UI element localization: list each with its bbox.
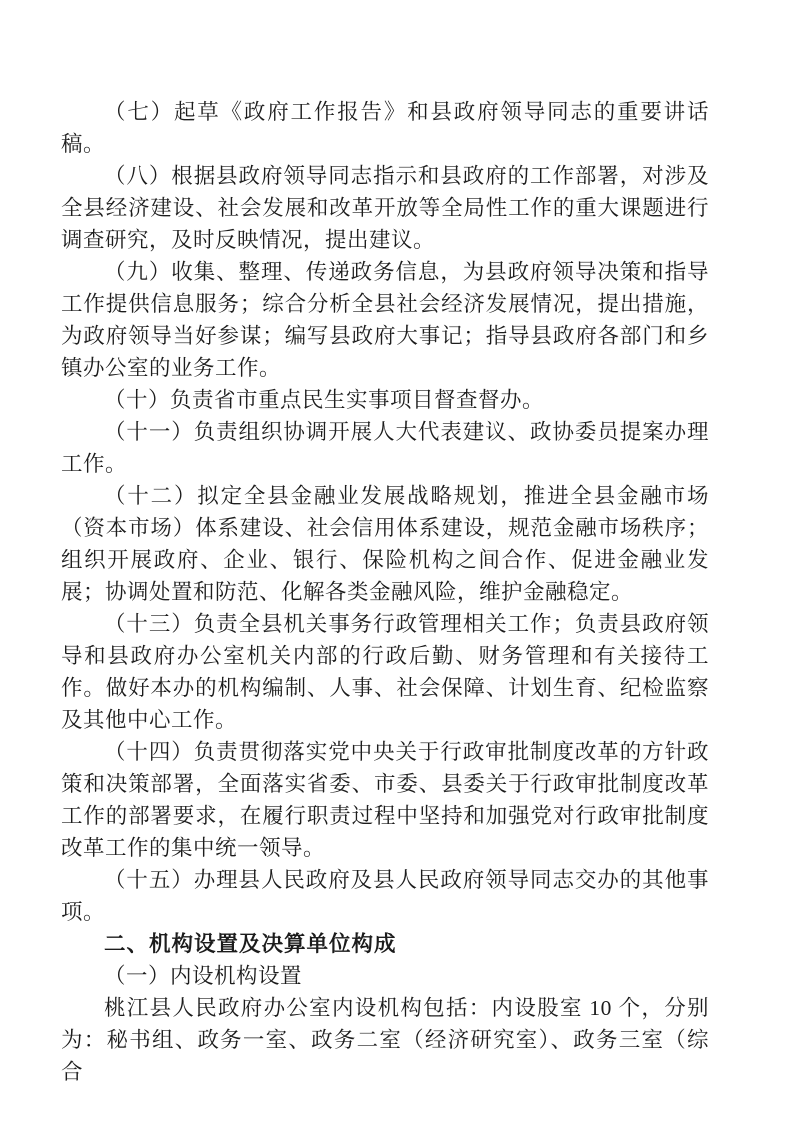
clause-14-paragraph: （十四）负责贯彻落实党中央关于行政审批制度改革的方针政策和决策部署，全面落实省委、市委、县委关于行政审批制度改革工作的部署要求，在履行职责过程中坚持和加强党对行政审批制度改革工作的集中统一领导。 [61,740,709,860]
internal-structure-paragraph: 桃江县人民政府办公室内设机构包括：内设股室 10 个，分别为：秘书组、政务一室、政务二室（经济研究室）、政务三室（综合 [61,996,709,1084]
document-body [61,96,709,1088]
clause-9-paragraph: （九）收集、整理、传递政务信息，为县政府领导决策和指导工作提供信息服务；综合分析全县社会经济发展情况，提出措施，为政府领导当好参谋；编写县政府大事记；指导县政府各部门和乡镇办公室的业务工作。 [61,260,709,380]
clause-15-paragraph: （十五）办理县人民政府及县人民政府领导同志交办的其他事项。 [61,868,709,924]
clause-13-paragraph: （十三）负责全县机关事务行政管理相关工作；负责县政府领导和县政府办公室机关内部的行政后勤、财务管理和有关接待工作。做好本办的机构编制、人事、社会保障、计划生育、纪检监察及其他中心工作。 [61,612,709,732]
subsection-heading-1: （一）内设机构设置 [104,964,303,988]
clause-11-paragraph: （十一）负责组织协调开展人大代表建议、政协委员提案办理工作。 [61,420,709,476]
clause-12-paragraph: （十二）拟定全县金融业发展战略规划，推进全县金融市场（资本市场）体系建设、社会信用体系建设，规范金融市场秩序；组织开展政府、企业、银行、保险机构之间合作、促进金融业发展；协调处置和防范、化解各类金融风险，维护金融稳定。 [61,484,709,604]
clause-7-paragraph: （七）起草《政府工作报告》和县政府领导同志的重要讲话稿。 [61,100,709,156]
clause-10-paragraph: （十）负责省市重点民生实事项目督查督办。 [104,388,545,412]
section-heading-2: 二、机构设置及决算单位构成 [104,932,397,956]
clause-8-paragraph: （八）根据县政府领导同志指示和县政府的工作部署，对涉及全县经济建设、社会发展和改革开放等全局性工作的重大课题进行调查研究，及时反映情况，提出建议。 [61,164,709,252]
